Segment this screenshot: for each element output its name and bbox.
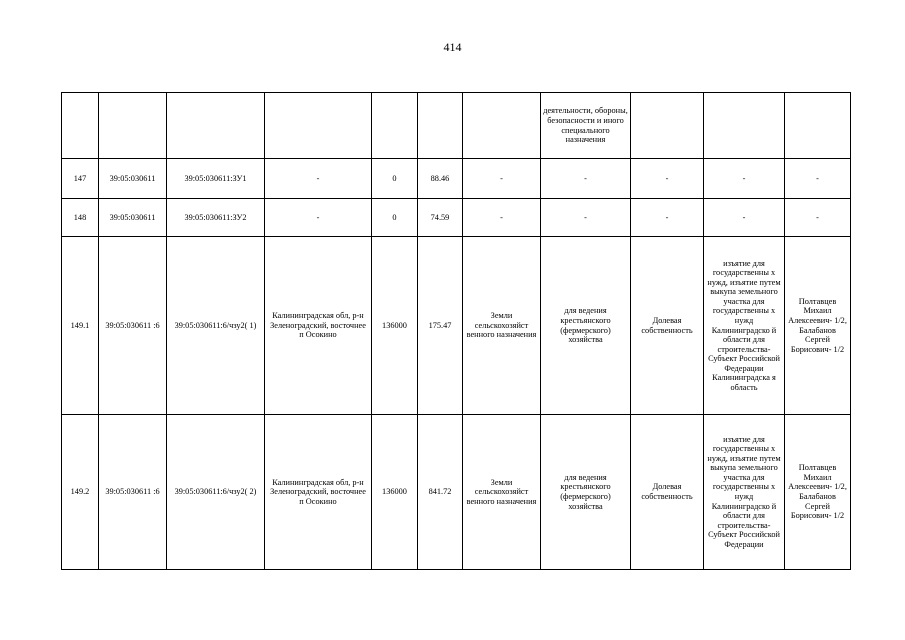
area-part: 175.47 <box>418 237 463 415</box>
area-total: 136000 <box>372 237 418 415</box>
table-cell <box>265 93 372 159</box>
cadastral-quarter: 39:05:030611 :6 <box>99 237 167 415</box>
land-category: Земли сельскохозяйст венного назначения <box>463 415 541 570</box>
address: Калининградская обл, р-н Зеленоградский, восточнее п Осокино <box>265 237 372 415</box>
permitted-use: для ведения крестьянского (фермерского) хозяйства <box>541 237 631 415</box>
address: - <box>265 159 372 199</box>
table-cell <box>372 93 418 159</box>
owner: Полтавцев Михаил Алексеевич- 1/2, Балабанов Сергей Борисович- 1/2 <box>785 415 851 570</box>
cadastral-number: 39:05:030611:ЗУ1 <box>167 159 265 199</box>
area-part: 88.46 <box>418 159 463 199</box>
cadastral-number: 39:05:030611:6/чзу2( 2) <box>167 415 265 570</box>
table-row <box>62 237 851 415</box>
right-type: Долевая собственность <box>631 237 704 415</box>
right-type: - <box>631 159 704 199</box>
area-part: 74.59 <box>418 199 463 237</box>
encumbrance: изъятие для государственны х нужд, изъятие путем выкупа земельного участка для государственны х нужд Калининградско й области для строительства- Субъект Российской Федерации <box>704 415 785 570</box>
area-total: 136000 <box>372 415 418 570</box>
table-row-continuation <box>62 93 851 159</box>
table-row <box>62 199 851 237</box>
encumbrance: изъятие для государственны х нужд, изъятие путем выкупа земельного участка для государственны х нужд Калининградско й области для строительства- Субъект Российской Федерации Калининградска я область <box>704 237 785 415</box>
table-cell <box>167 93 265 159</box>
owner: - <box>785 159 851 199</box>
cadastral-quarter: 39:05:030611 <box>99 199 167 237</box>
right-type: Долевая собственность <box>631 415 704 570</box>
row-number: 149.2 <box>62 415 99 570</box>
table-cell <box>418 93 463 159</box>
owner: Полтавцев Михаил Алексеевич- 1/2, Балабанов Сергей Борисович- 1/2 <box>785 237 851 415</box>
address: - <box>265 199 372 237</box>
cadastral-number: 39:05:030611:6/чзу2( 1) <box>167 237 265 415</box>
address: Калининградская обл, р-н Зеленоградский, восточнее п Осокино <box>265 415 372 570</box>
right-type: - <box>631 199 704 237</box>
table-cell <box>631 93 704 159</box>
encumbrance: - <box>704 159 785 199</box>
land-category: Земли сельскохозяйст венного назначения <box>463 237 541 415</box>
land-plots-table <box>61 92 851 570</box>
cadastral-quarter: 39:05:030611 :6 <box>99 415 167 570</box>
owner: - <box>785 199 851 237</box>
cadastral-number: 39:05:030611:ЗУ2 <box>167 199 265 237</box>
permitted-use: - <box>541 159 631 199</box>
purpose-continuation-cell: деятельности, обороны, безопасности и иного специального назначения <box>541 93 631 159</box>
area-total: 0 <box>372 199 418 237</box>
row-number: 149.1 <box>62 237 99 415</box>
permitted-use: для ведения крестьянского (фермерского) хозяйства <box>541 415 631 570</box>
encumbrance: - <box>704 199 785 237</box>
table-row <box>62 159 851 199</box>
row-number: 147 <box>62 159 99 199</box>
row-number: 148 <box>62 199 99 237</box>
table-cell <box>704 93 785 159</box>
table-cell <box>62 93 99 159</box>
permitted-use: - <box>541 199 631 237</box>
table-row <box>62 415 851 570</box>
land-category: - <box>463 159 541 199</box>
table-cell <box>463 93 541 159</box>
land-category: - <box>463 199 541 237</box>
page-number: 414 <box>443 40 462 54</box>
cadastral-quarter: 39:05:030611 <box>99 159 167 199</box>
table-cell <box>99 93 167 159</box>
table-cell <box>785 93 851 159</box>
area-part: 841.72 <box>418 415 463 570</box>
area-total: 0 <box>372 159 418 199</box>
